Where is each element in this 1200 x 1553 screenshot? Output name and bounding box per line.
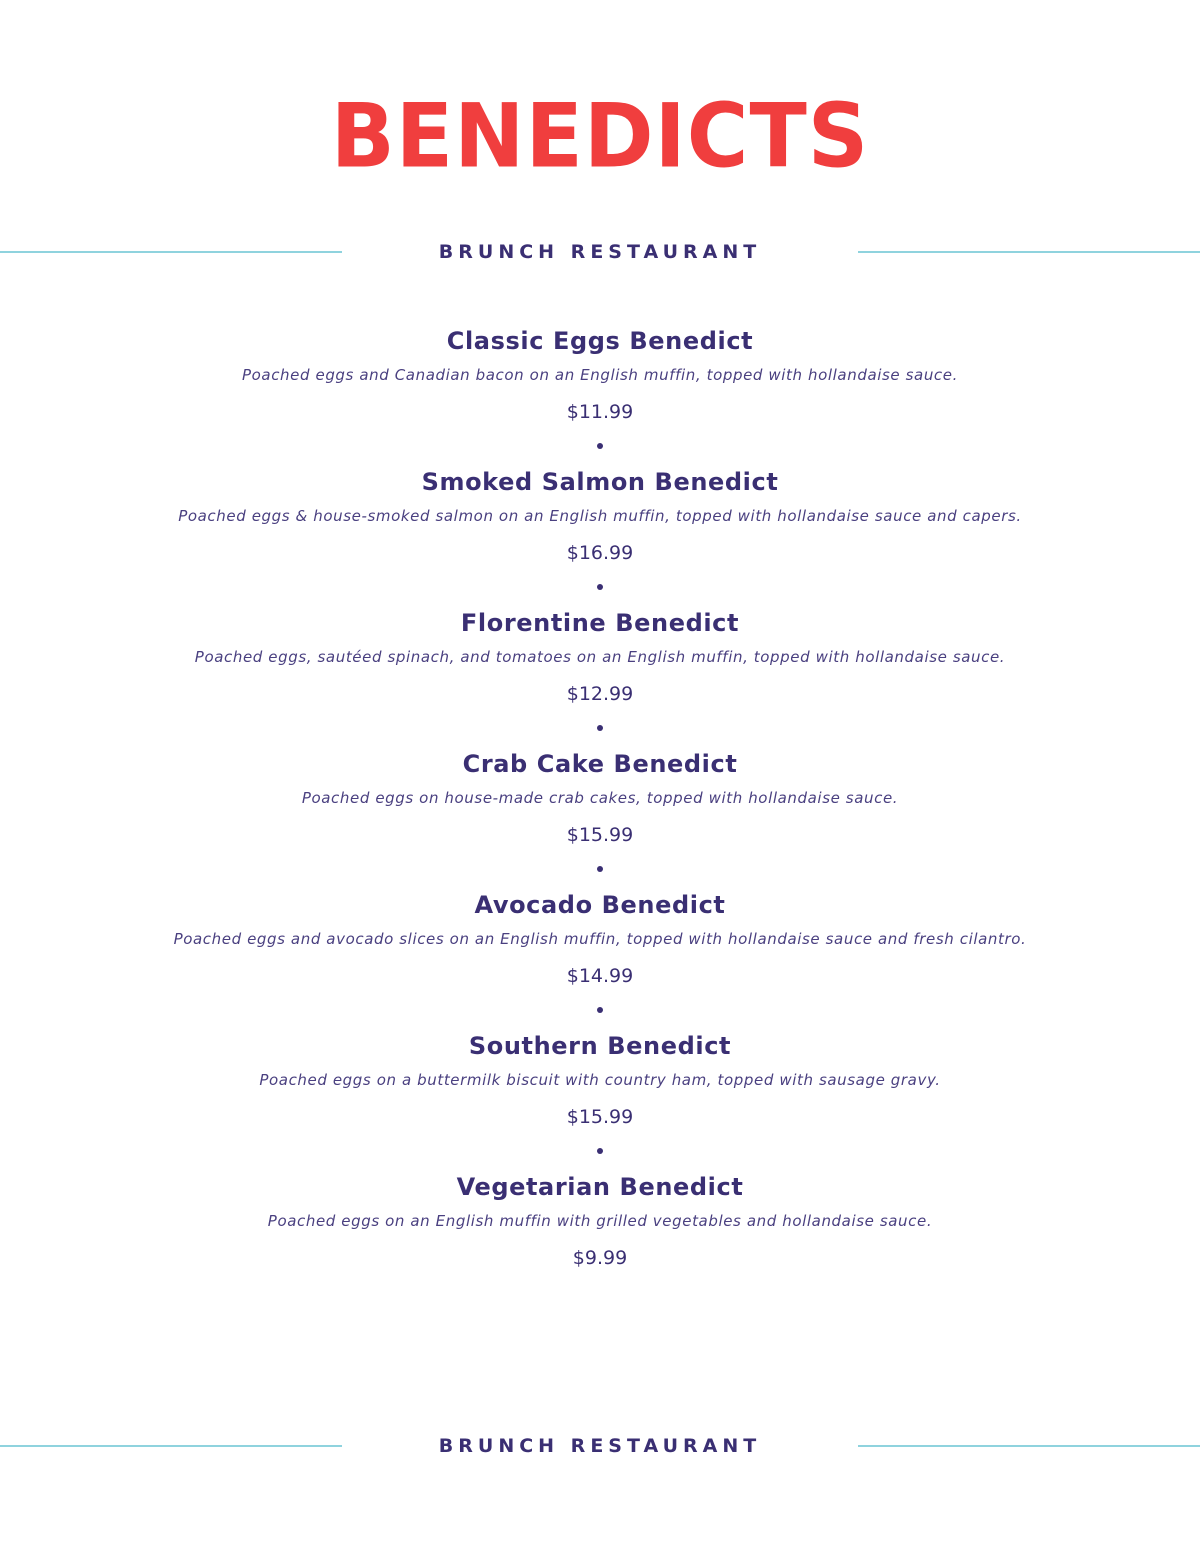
menu-item xyxy=(0,745,1200,853)
footer-restaurant-label: BRUNCH RESTAURANT xyxy=(438,1435,762,1457)
footer-divider xyxy=(0,1431,1200,1461)
separator-dot xyxy=(597,1148,603,1154)
menu-item xyxy=(0,322,1200,430)
separator-dot xyxy=(597,866,603,872)
menu-item-name: Crab Cake Benedict xyxy=(462,750,738,778)
menu-item-name: Smoked Salmon Benedict xyxy=(421,468,779,496)
menu-item-name: Vegetarian Benedict xyxy=(456,1173,744,1201)
menu-item-price: $15.99 xyxy=(566,824,634,846)
menu-item-name: Avocado Benedict xyxy=(474,891,726,919)
menu-item-price: $9.99 xyxy=(572,1247,628,1269)
header-divider xyxy=(0,237,1200,267)
separator-dot xyxy=(597,1007,603,1013)
menu-item-price: $14.99 xyxy=(566,965,634,987)
menu-item-name: Southern Benedict xyxy=(468,1032,732,1060)
menu-item-list xyxy=(0,322,1200,1276)
menu-item xyxy=(0,1027,1200,1135)
menu-item xyxy=(0,463,1200,571)
separator-dot xyxy=(597,584,603,590)
menu-item xyxy=(0,1168,1200,1276)
menu-item-price: $11.99 xyxy=(566,401,634,423)
menu-item-name: Classic Eggs Benedict xyxy=(446,327,754,355)
menu-item-price: $16.99 xyxy=(566,542,634,564)
menu-item-description: Poached eggs on a buttermilk biscuit with country ham, topped with sausage gravy. xyxy=(259,1071,941,1089)
footer-rule-right xyxy=(858,1445,1200,1447)
menu-item-description: Poached eggs on an English muffin with grilled vegetables and hollandaise sauce. xyxy=(267,1212,933,1230)
separator-dot xyxy=(597,443,603,449)
header-rule-right xyxy=(858,251,1200,253)
menu-item-price: $12.99 xyxy=(566,683,634,705)
menu-title: BENEDICTS xyxy=(330,84,870,188)
separator-dot xyxy=(597,725,603,731)
menu-item-description: Poached eggs on house-made crab cakes, topped with hollandaise sauce. xyxy=(301,789,899,807)
menu-item xyxy=(0,604,1200,712)
menu-item-description: Poached eggs, sautéed spinach, and tomatoes on an English muffin, topped with hollandaise sauce. xyxy=(194,648,1006,666)
menu-item-description: Poached eggs and avocado slices on an English muffin, topped with hollandaise sauce and fresh cilantro. xyxy=(173,930,1027,948)
menu-item-description: Poached eggs & house-smoked salmon on an English muffin, topped with hollandaise sauce and capers. xyxy=(178,507,1022,525)
menu-item-name: Florentine Benedict xyxy=(460,609,740,637)
menu-item-price: $15.99 xyxy=(566,1106,634,1128)
menu-item xyxy=(0,886,1200,994)
menu-item-description: Poached eggs and Canadian bacon on an English muffin, topped with hollandaise sauce. xyxy=(242,366,958,384)
header-restaurant-label: BRUNCH RESTAURANT xyxy=(438,241,762,263)
